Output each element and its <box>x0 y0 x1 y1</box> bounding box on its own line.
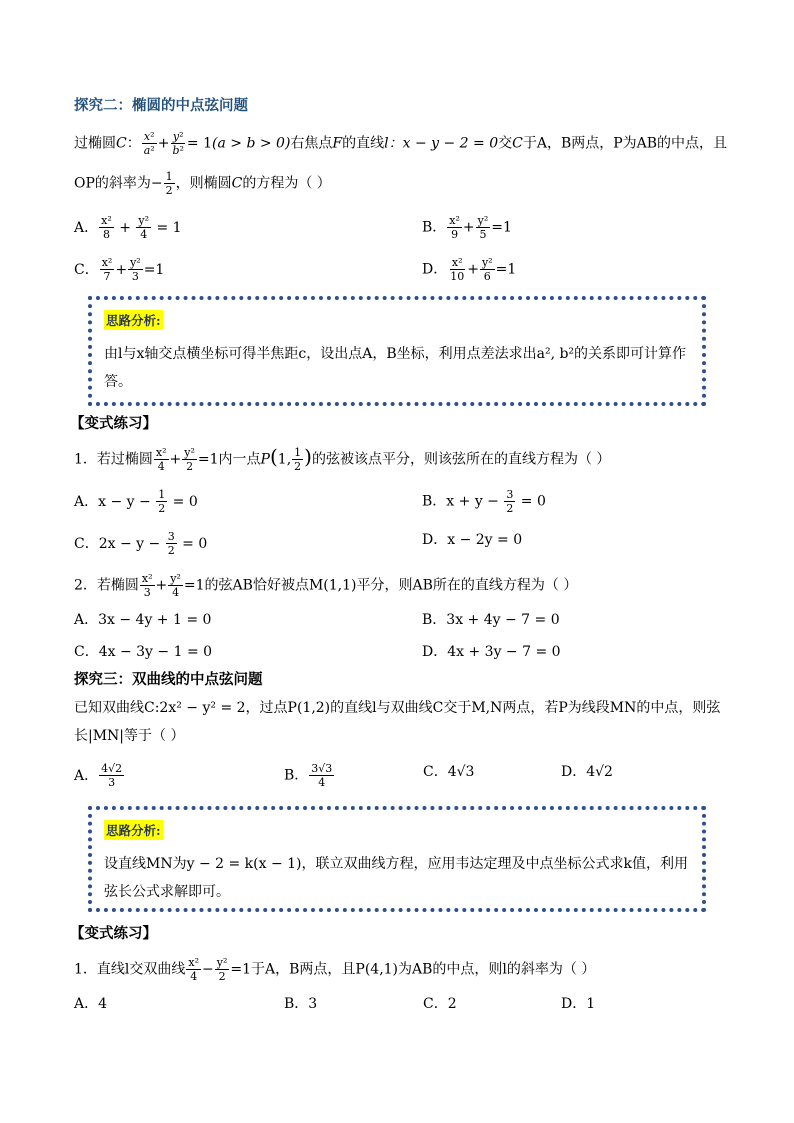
option-d[interactable]: D．4x + 3y − 7 = 0 <box>422 644 561 660</box>
question-hyperbola-line2: 长|MN|等于（ ） <box>74 728 185 744</box>
analysis-text: 由l与x轴交点横坐标可得半焦距c，设出点A，B坐标，利用点差法求出a², b²的关系即可计算作答。 <box>104 346 687 390</box>
text: 过椭圆 <box>74 135 116 152</box>
option-b[interactable]: B． $\frac{\text{x²}}{9}$ + $\frac{\text{y²}}{5}$ =1 <box>422 214 512 241</box>
option-c[interactable]: C．2x − y − $\frac{3}{2}$ = 0 <box>74 530 208 557</box>
condition: (a > b > 0) <box>212 135 291 152</box>
option-d[interactable]: D．x − 2y = 0 <box>422 532 523 548</box>
fraction: $\frac{\text{y²}}{\text{b²}}$ <box>172 130 184 157</box>
question-ellipse-line1: 过椭圆C： $\frac{\text{x²}}{\text{a²}}$ + $\frac{\text{y²}}{\text{b²}}$ = 1(a > b > 0)右焦点F的直线l：x − y − 2 = 0交C于A，B两点，P为AB的中点，且 <box>74 130 728 157</box>
text: 的直线 <box>342 135 385 152</box>
sign: − <box>150 175 163 192</box>
equals: = 1 <box>186 135 212 152</box>
hyperbola-options <box>74 762 714 789</box>
option-a[interactable]: A．x − y − $\frac{1}{2}$ = 0 <box>74 488 198 515</box>
option-b[interactable]: B． $\frac{3√3}{4}$ <box>284 762 333 789</box>
practice1-q1-options-cd <box>74 530 714 557</box>
analysis-tag: 思路分析: <box>104 820 163 840</box>
options-row-ab <box>74 214 714 241</box>
fraction: $\frac{\text{x²}}{\text{a²}}$ <box>143 130 155 157</box>
text: 于A，B两点，P为AB的中点，且 <box>522 135 728 152</box>
option-b[interactable]: B．3 <box>284 996 318 1012</box>
fraction: $\frac{1}{2}$ <box>165 170 173 197</box>
var-c: C <box>231 175 243 192</box>
analysis-tag: 思路分析: <box>104 310 163 330</box>
var-c: C <box>116 135 127 152</box>
analysis-text: 设直线MN为y − 2 = k(x − 1)，联立双曲线方程，应用韦达定理及中点坐标公式求k值，利用弦长公式求解即可。 <box>104 856 688 900</box>
practice-heading: 【变式练习】 <box>70 415 157 432</box>
option-a[interactable]: A．4 <box>74 996 108 1012</box>
option-a[interactable]: A． $\frac{4√2}{3}$ <box>74 762 123 789</box>
text: OP的斜率为 <box>74 175 151 192</box>
option-b[interactable]: B．x + y − $\frac{3}{2}$ = 0 <box>422 488 546 515</box>
practice1-question1: 1．若过椭圆 $\frac{\text{x²}}{4}$ + $\frac{\text{y²}}{2}$ =1内一点P(1, $\frac{1}{2}$ )的弦被该点平分，则该弦所在的直线方程为（ ） <box>74 444 611 473</box>
practice1-q2-options-cd <box>74 642 714 662</box>
option-b[interactable]: B．3x + 4y − 7 = 0 <box>422 612 560 628</box>
option-c[interactable]: C．4√3 <box>423 764 475 780</box>
text: ，则椭圆 <box>175 175 232 192</box>
practice2-question1: 1．直线l交双曲线 $\frac{\text{x²}}{4}$ − $\frac{\text{y²}}{2}$ =1于A，B两点，且P(4,1)为AB的中点，则l的斜率为（ ） <box>74 956 596 983</box>
option-d[interactable]: D．1 <box>561 996 596 1012</box>
var-c: C <box>512 135 523 152</box>
text: 右焦点 <box>290 135 333 152</box>
options-row-cd <box>74 256 714 283</box>
option-d[interactable]: D．4√2 <box>561 764 613 780</box>
practice-heading: 【变式练习】 <box>70 925 157 942</box>
text: 的方程为（ ） <box>242 175 331 192</box>
option-a[interactable]: A． $\frac{\text{x²}}{8}$ + $\frac{\text{y²}}{4}$ = 1 <box>74 214 182 241</box>
option-d[interactable]: D． $\frac{\text{x²}}{10}$ + $\frac{\text{y²}}{6}$ =1 <box>422 256 517 283</box>
line-eq: l：x − y − 2 = 0 <box>384 135 499 152</box>
practice1-question2: 2．若椭圆 $\frac{\text{x²}}{3}$ + $\frac{\text{y²}}{4}$ =1的弦AB恰好被点M(1,1)平分，则AB所在的直线方程为（ ） <box>74 572 578 599</box>
option-c[interactable]: C． $\frac{\text{x²}}{7}$ + $\frac{\text{y²}}{3}$ =1 <box>74 256 165 283</box>
question-hyperbola-line1: 已知双曲线C:2x² − y² = 2，过点P(1,2)的直线l与双曲线C交于M,N两点，若P为线段MN的中点，则弦 <box>74 700 721 716</box>
section-heading-ellipse: 探究二：椭圆的中点弦问题 <box>74 97 248 114</box>
text: 交 <box>498 135 513 152</box>
question-ellipse-line2 <box>74 170 331 197</box>
practice2-options <box>74 994 714 1014</box>
var-f: F <box>332 135 343 152</box>
option-a[interactable]: A．3x − 4y + 1 = 0 <box>74 612 212 628</box>
analysis-box-hyperbola <box>88 806 706 912</box>
option-c[interactable]: C．4x − 3y − 1 = 0 <box>74 644 213 660</box>
analysis-box-ellipse <box>88 296 706 406</box>
practice1-q1-options-ab <box>74 488 714 515</box>
option-c[interactable]: C．2 <box>423 996 457 1012</box>
practice1-q2-options-ab <box>74 610 714 630</box>
section-heading-hyperbola: 探究三：双曲线的中点弦问题 <box>74 671 263 688</box>
